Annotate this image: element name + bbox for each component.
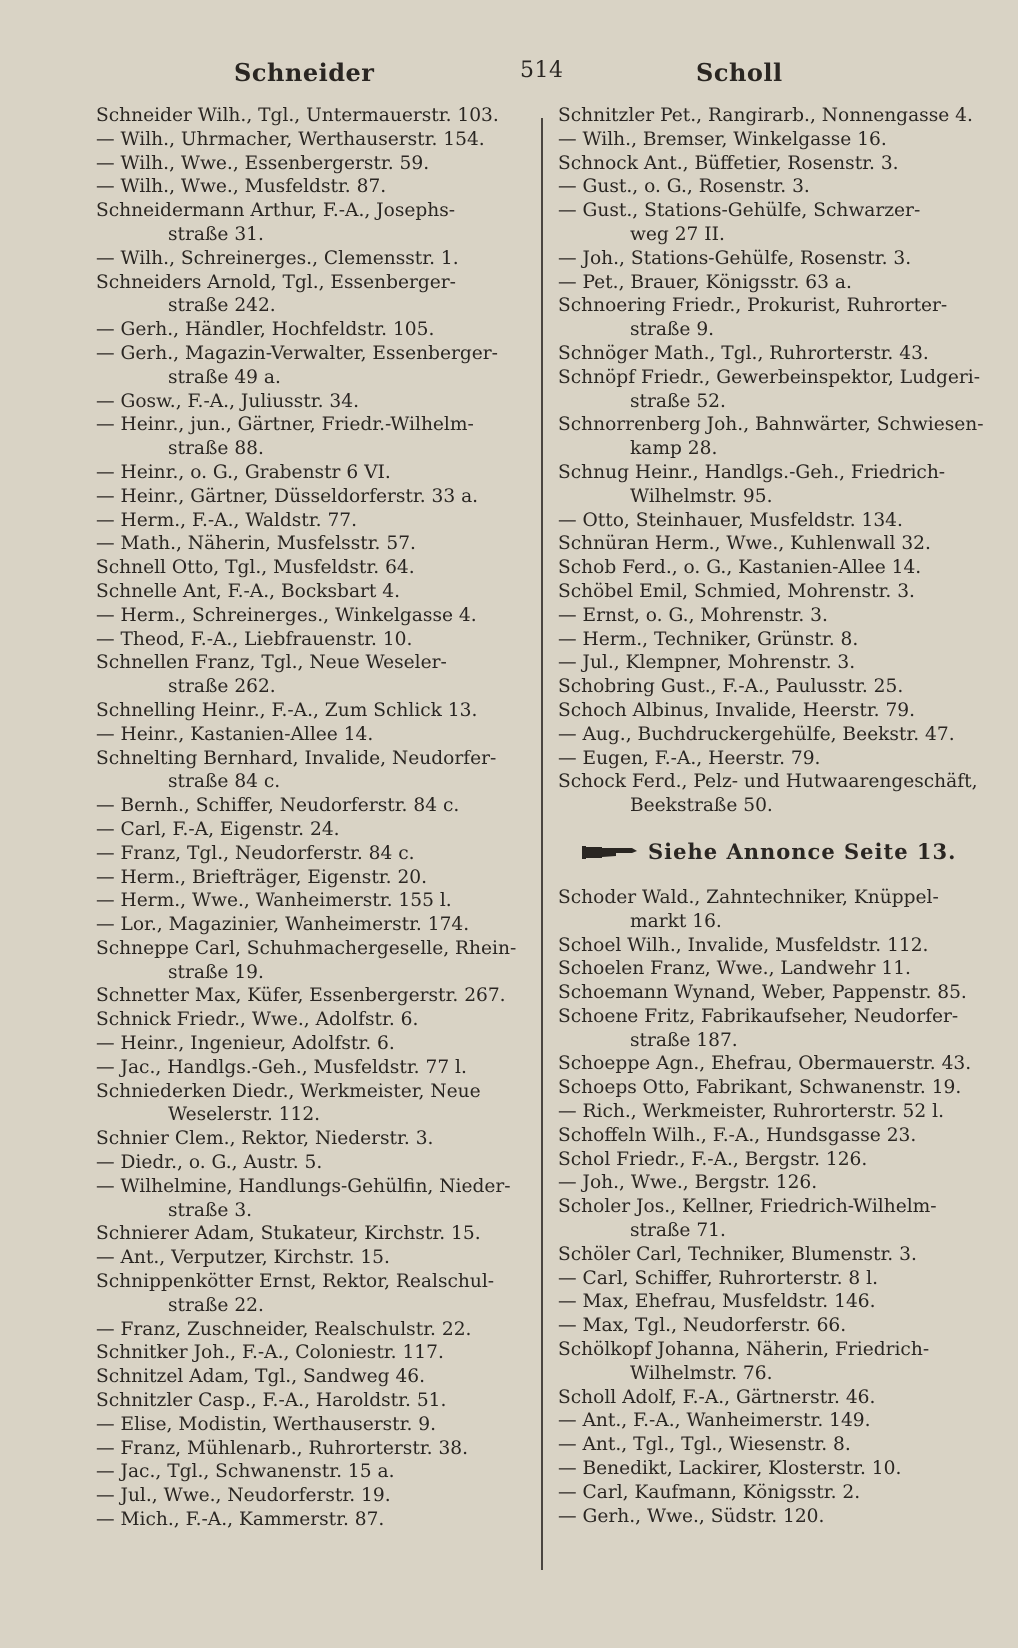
directory-entry-line: — Ant., Verputzer, Kirchstr. 15. (96, 1247, 390, 1269)
directory-entry-line: Schnöpf Friedr., Gewerbeinspektor, Ludgeri- (558, 366, 980, 388)
annonce-text: Siehe Annonce Seite 13. (648, 838, 957, 864)
directory-entry-line: — Carl, Schiffer, Ruhrorterstr. 8 l. (558, 1267, 878, 1289)
directory-entry-line: — Wilh., Bremser, Winkelgasse 16. (558, 128, 887, 150)
directory-entry-line: — Herm., Wwe., Wanheimerstr. 155 l. (96, 890, 452, 912)
directory-entry-line: — Gerh., Magazin-Verwalter, Essenberger- (96, 342, 498, 364)
directory-entry-line: weg 27 II. (630, 223, 725, 245)
directory-entry-line: Scholl Adolf, F.-A., Gärtnerstr. 46. (558, 1386, 876, 1408)
directory-entry-line: Schoffeln Wilh., F.-A., Hundsgasse 23. (558, 1124, 917, 1146)
directory-entry-line: Schnick Friedr., Wwe., Adolfstr. 6. (96, 1009, 419, 1031)
directory-entry-line: — Heinr., Ingenieur, Adolfstr. 6. (96, 1033, 395, 1055)
directory-entry-line: Schoch Albinus, Invalide, Heerstr. 79. (558, 699, 916, 721)
directory-entry-line: Schoeps Otto, Fabrikant, Schwanenstr. 19. (558, 1077, 962, 1099)
directory-entry-line: — Ant., Tgl., Tgl., Wiesenstr. 8. (558, 1434, 851, 1456)
directory-entry-line: — Herm., Techniker, Grünstr. 8. (558, 628, 859, 650)
directory-entry-line: straße 49 a. (168, 366, 281, 388)
directory-entry-line: Schneiders Arnold, Tgl., Essenberger- (96, 271, 456, 293)
directory-entry-line: — Wilh., Schreinerges., Clemensstr. 1. (96, 247, 459, 269)
directory-entry-line: — Ernst, o. G., Mohrenstr. 3. (558, 604, 828, 626)
directory-entry-line: — Mich., F.-A., Kammerstr. 87. (96, 1509, 385, 1531)
directory-entry-line: Schnell Otto, Tgl., Musfeldstr. 64. (96, 557, 415, 579)
directory-entry-line: Schneider Wilh., Tgl., Untermauerstr. 103. (96, 105, 499, 126)
directory-entry-line: straße 22. (168, 1294, 264, 1316)
directory-entry-line: — Franz, Mühlenarb., Ruhrorterstr. 38. (96, 1437, 469, 1459)
directory-entry-line: straße 242. (168, 295, 276, 317)
directory-entry-line: Schnelting Bernhard, Invalide, Neudorfer- (96, 747, 497, 769)
directory-entry-line: Schnier Clem., Rektor, Niederstr. 3. (96, 1128, 434, 1150)
directory-entry-line: straße 52. (630, 390, 726, 412)
directory-entry-line: — Herm., F.-A., Waldstr. 77. (96, 509, 358, 531)
directory-entry-line: Schnelle Ant, F.-A., Bocksbart 4. (96, 580, 401, 602)
directory-entry-line: straße 19. (168, 961, 264, 983)
directory-entry-line: straße 31. (168, 223, 264, 245)
directory-entry-line: Weselerstr. 112. (168, 1104, 321, 1126)
directory-entry-line: Schnitzel Adam, Tgl., Sandweg 46. (96, 1366, 426, 1388)
directory-entry-line: — Jul., Klempner, Mohrenstr. 3. (558, 652, 856, 674)
directory-entry-line: Schnug Heinr., Handlgs.-Geh., Friedrich- (558, 461, 946, 483)
directory-entry-line: — Diedr., o. G., Austr. 5. (96, 1152, 323, 1174)
directory-entry-line: Schnoering Friedr., Prokurist, Ruhrorter- (558, 295, 948, 317)
annonce-notice (558, 840, 992, 866)
directory-entry-line: — Aug., Buchdruckergehülfe, Beekstr. 47. (558, 723, 955, 745)
directory-entry-line: Schnock Ant., Büffetier, Rosenstr. 3. (558, 152, 899, 174)
directory-entry-line: Beekstraße 50. (630, 795, 773, 817)
column-divider (541, 118, 543, 1570)
directory-entry-line: — Carl, F.-A, Eigenstr. 24. (96, 818, 340, 840)
directory-entry-line: Schoemann Wynand, Weber, Pappenstr. 85. (558, 982, 967, 1004)
directory-entry-line: — Math., Näherin, Musfelsstr. 57. (96, 533, 416, 555)
directory-entry-line: — Gust., Stations-Gehülfe, Schwarzer- (558, 200, 921, 222)
directory-entry-line: — Franz, Tgl., Neudorferstr. 84 c. (96, 842, 415, 864)
directory-entry-line: markt 16. (630, 910, 722, 932)
directory-entry-line: Schnelling Heinr., F.-A., Zum Schlick 13. (96, 699, 478, 721)
directory-entry-line: Wilhelmstr. 95. (630, 485, 773, 507)
directory-entry-line: — Theod, F.-A., Liebfrauenstr. 10. (96, 628, 413, 650)
left-column (96, 104, 526, 1532)
directory-entry-line: — Wilhelmine, Handlungs-Gehülfin, Nieder- (96, 1175, 511, 1197)
directory-entry-line: — Otto, Steinhauer, Musfeldstr. 134. (558, 509, 903, 531)
directory-entry-line: — Heinr., jun., Gärtner, Friedr.-Wilhelm- (96, 414, 474, 436)
directory-entry-line: — Ant., F.-A., Wanheimerstr. 149. (558, 1410, 871, 1432)
directory-entry-line: — Eugen, F.-A., Heerstr. 79. (558, 747, 821, 769)
directory-entry-line: — Bernh., Schiffer, Neudorferstr. 84 c. (96, 795, 460, 817)
directory-entry-line: — Herm., Schreinerges., Winkelgasse 4. (96, 604, 477, 626)
right-column-bottom (558, 886, 992, 1529)
directory-entry-line: Schnöger Math., Tgl., Ruhrorterstr. 43. (558, 342, 929, 364)
directory-entry-line: Schoel Wilh., Invalide, Musfeldstr. 112. (558, 934, 929, 956)
directory-entry-line: — Heinr., o. G., Grabenstr 6 VI. (96, 461, 391, 483)
directory-entry-line: Schneppe Carl, Schuhmachergeselle, Rhein- (96, 937, 517, 959)
directory-entry-line: Scholer Jos., Kellner, Friedrich-Wilhelm- (558, 1196, 937, 1218)
directory-entry-line: — Joh., Stations-Gehülfe, Rosenstr. 3. (558, 247, 912, 269)
directory-entry-line: Schnitzler Pet., Rangirarb., Nonnengasse 4. (558, 105, 973, 126)
pointing-hand-icon (582, 844, 640, 860)
directory-entry-line: Schnorrenberg Joh., Bahnwärter, Schwiesen- (558, 414, 984, 436)
header-right-keyword: Scholl (696, 58, 783, 87)
directory-entry-line: — Max, Tgl., Neudorferstr. 66. (558, 1315, 847, 1337)
directory-entry-line: Schöbel Emil, Schmied, Mohrenstr. 3. (558, 580, 915, 602)
directory-entry-line: straße 88. (168, 438, 264, 460)
directory-entry-line: straße 262. (168, 676, 276, 698)
directory-entry-line: Schölkopf Johanna, Näherin, Friedrich- (558, 1339, 930, 1361)
directory-entry-line: — Jac., Tgl., Schwanenstr. 15 a. (96, 1461, 395, 1483)
directory-entry-line: — Joh., Wwe., Bergstr. 126. (558, 1172, 818, 1194)
directory-entry-line: — Gerh., Händler, Hochfeldstr. 105. (96, 319, 435, 341)
right-column-top (558, 104, 992, 818)
directory-entry-line: Schnitker Joh., F.-A., Coloniestr. 117. (96, 1342, 444, 1364)
directory-entry-line: Schoelen Franz, Wwe., Landwehr 11. (558, 958, 911, 980)
directory-entry-line: — Heinr., Gärtner, Düsseldorferstr. 33 a. (96, 485, 479, 507)
directory-entry-line: straße 84 c. (168, 771, 281, 793)
directory-entry-line: Wilhelmstr. 76. (630, 1362, 773, 1384)
directory-entry-line: — Elise, Modistin, Werthauserstr. 9. (96, 1413, 437, 1435)
directory-entry-line: Schnüran Herm., Wwe., Kuhlenwall 32. (558, 533, 931, 555)
directory-entry-line: — Franz, Zuschneider, Realschulstr. 22. (96, 1318, 472, 1340)
directory-entry-line: Schnetter Max, Küfer, Essenbergerstr. 267. (96, 985, 506, 1007)
directory-entry-line: Schnippenkötter Ernst, Rektor, Realschul- (96, 1271, 495, 1293)
right-column (558, 104, 992, 1528)
directory-entry-line: — Gust., o. G., Rosenstr. 3. (558, 176, 810, 198)
directory-entry-line: — Wilh., Uhrmacher, Werthauserstr. 154. (96, 128, 485, 150)
directory-entry-line: — Gerh., Wwe., Südstr. 120. (558, 1505, 825, 1527)
directory-entry-line: straße 9. (630, 319, 715, 341)
directory-entry-line: — Heinr., Kastanien-Allee 14. (96, 723, 374, 745)
directory-entry-line: Schoeppe Agn., Ehefrau, Obermauerstr. 43. (558, 1053, 972, 1075)
directory-entry-line: straße 3. (168, 1199, 253, 1221)
directory-entry-line: straße 71. (630, 1220, 726, 1242)
directory-entry-line: Schnitzler Casp., F.-A., Haroldstr. 51. (96, 1390, 447, 1412)
directory-entry-line: — Lor., Magazinier, Wanheimerstr. 174. (96, 914, 470, 936)
directory-entry-line: Schneidermann Arthur, F.-A., Josephs- (96, 200, 456, 222)
directory-entry-line: — Jac., Handlgs.-Geh., Musfeldstr. 77 l. (96, 1056, 467, 1078)
header-left-keyword: Schneider (234, 58, 375, 87)
directory-entry-line: Schob Ferd., o. G., Kastanien-Allee 14. (558, 557, 922, 579)
directory-entry-line: — Benedikt, Lackirer, Klosterstr. 10. (558, 1458, 902, 1480)
directory-entry-line: — Herm., Briefträger, Eigenstr. 20. (96, 866, 428, 888)
directory-entry-line: Schöler Carl, Techniker, Blumenstr. 3. (558, 1243, 917, 1265)
directory-entry-line: — Wilh., Wwe., Essenbergerstr. 59. (96, 152, 430, 174)
directory-entry-line: Schobring Gust., F.-A., Paulusstr. 25. (558, 676, 904, 698)
directory-entry-line: — Rich., Werkmeister, Ruhrorterstr. 52 l. (558, 1101, 944, 1123)
directory-entry-line: — Pet., Brauer, Königsstr. 63 a. (558, 271, 852, 293)
directory-entry-line: Schoder Wald., Zahntechniker, Knüppel- (558, 886, 939, 908)
directory-entry-line: — Max, Ehefrau, Musfeldstr. 146. (558, 1291, 876, 1313)
directory-entry-line: Schnierer Adam, Stukateur, Kirchstr. 15. (96, 1223, 481, 1245)
page-number: 514 (520, 58, 564, 83)
directory-entry-line: Schoene Fritz, Fabrikaufseher, Neudorfer- (558, 1005, 959, 1027)
directory-entry-line: — Gosw., F.-A., Juliusstr. 34. (96, 390, 359, 412)
directory-entry-line: Schnellen Franz, Tgl., Neue Weseler- (96, 652, 447, 674)
directory-entry-line: — Jul., Wwe., Neudorferstr. 19. (96, 1485, 391, 1507)
directory-entry-line: straße 187. (630, 1029, 738, 1051)
directory-entry-line: kamp 28. (630, 438, 718, 460)
directory-entry-line: — Carl, Kaufmann, Königsstr. 2. (558, 1481, 861, 1503)
directory-entry-line: Schol Friedr., F.-A., Bergstr. 126. (558, 1148, 868, 1170)
directory-entry-line: — Wilh., Wwe., Musfeldstr. 87. (96, 176, 387, 198)
directory-entry-line: Schniederken Diedr., Werkmeister, Neue (96, 1080, 481, 1102)
directory-entry-line: Schock Ferd., Pelz- und Hutwaarengeschäft, (558, 771, 978, 793)
